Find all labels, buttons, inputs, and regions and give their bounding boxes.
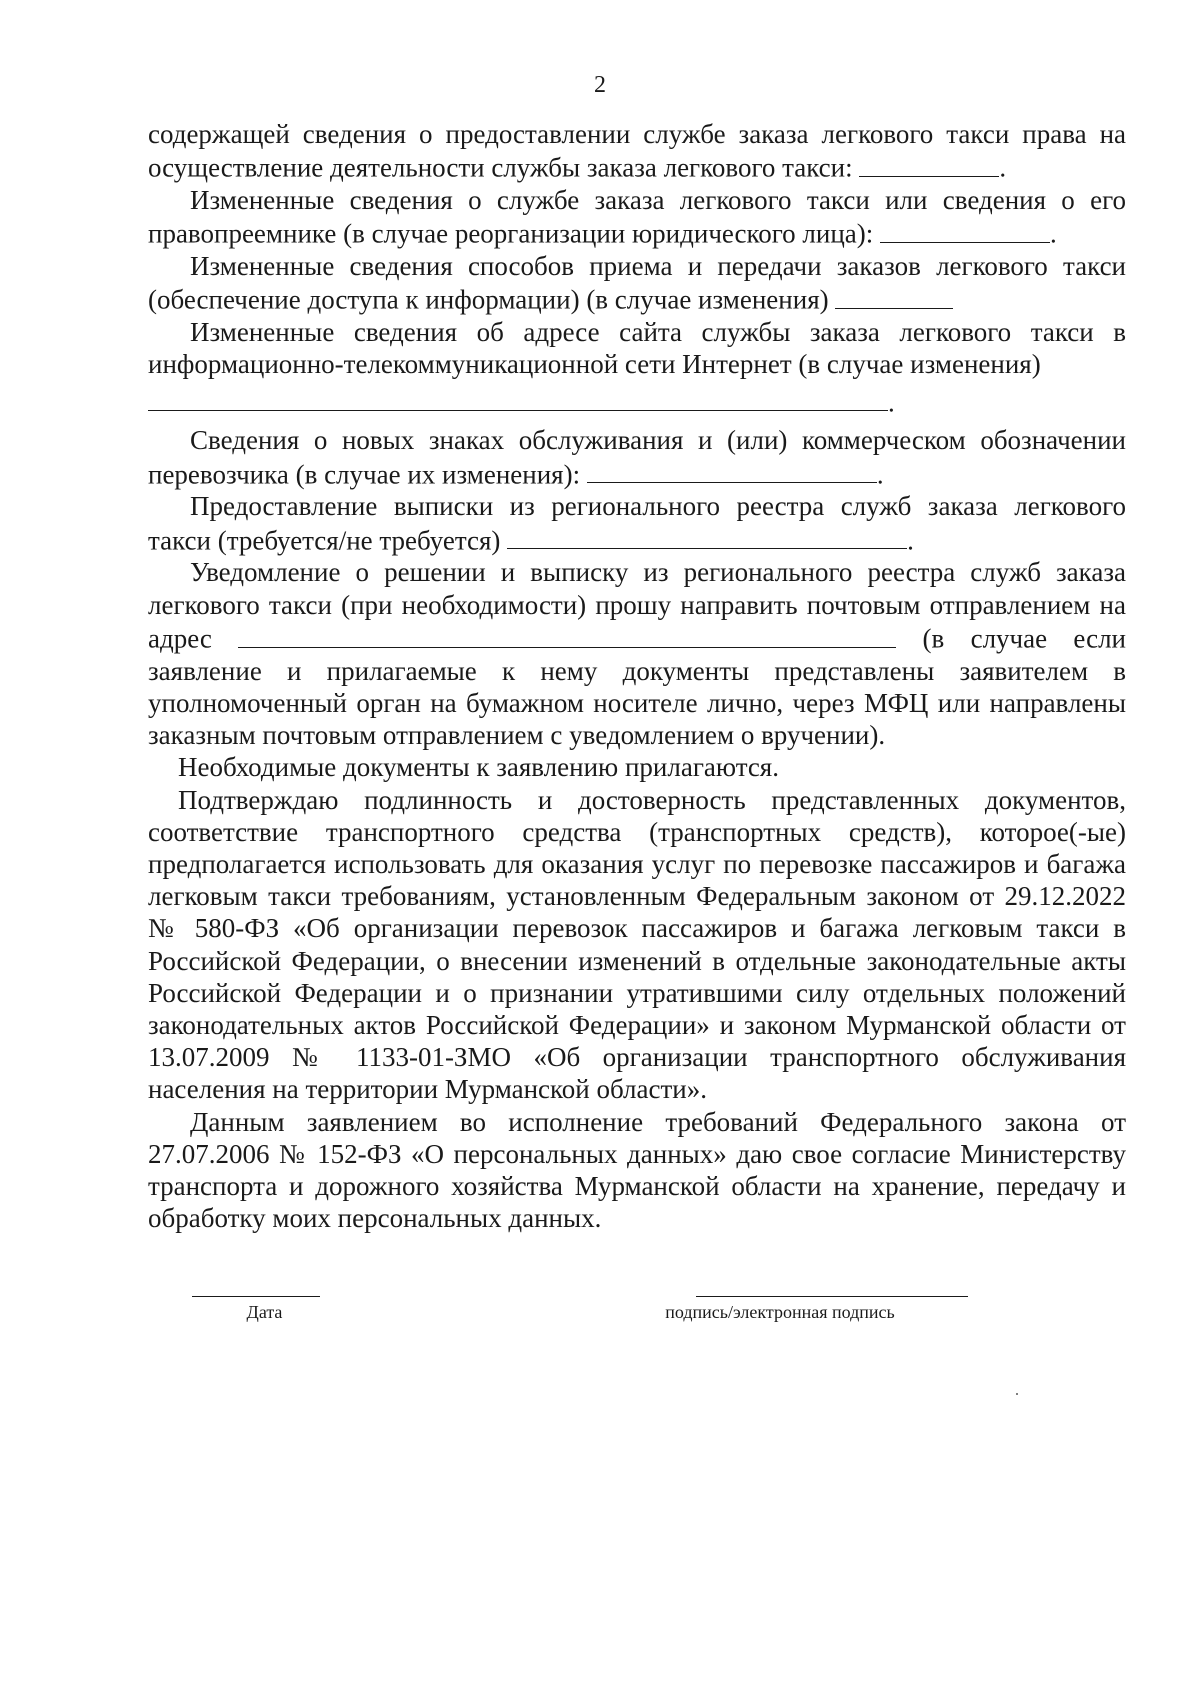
date-label: Дата — [246, 1302, 283, 1322]
signature-line[interactable] — [696, 1296, 968, 1297]
paragraph-text: (в случае если заявление и прилагаемые к нему документы представлены заявителем в уполномоченный орган на бумажном носителе лично, через МФЦ или направлены заказным почтовым отправлением с уведомлением о вручении). — [148, 623, 1126, 751]
paragraph-text: Сведения о новых знаках обслуживания и (или) коммерческом обозначении перевозчика (в случае их изменения): — [148, 425, 1126, 490]
page-number: 2 — [594, 72, 606, 98]
paragraph-text: Подтверждаю подлинность и достоверность представленных документов, соответствие транспортного средства (транспортных средств), которое(-ые) предполагается использовать для оказания услуг по перевозке пассажиров и багажа легковым такси требованиям, установленным Федеральным законом от 29.12.2022 № 580-ФЗ «Об организации перевозок пассажиров и багажа легковым такси в Российской Федерации, о внесении изменений в отдельные законодательные акты Российской Федерации и о признании утратившими силу отдельных положений законодательных актов Российской Федерации» и законом Мурманской области от 13.07.2009 № 1133-01-ЗМО «Об организации транспортного обслуживания населения на территории Мурманской области». — [148, 784, 1126, 1105]
paragraph-website-address — [148, 316, 1126, 380]
paragraph-text: Предоставление выписки из регионального реестра служб заказа легкового такси (требуется/не требуется) — [148, 491, 1126, 556]
paragraph-service-marks — [148, 424, 1126, 490]
paragraph-order-methods — [148, 250, 1126, 316]
website-address-line — [148, 385, 1126, 419]
fill-in-blank[interactable] — [507, 523, 907, 550]
document-body — [148, 118, 1126, 1234]
paragraph-personal-data-consent — [148, 1106, 1126, 1235]
paragraph-text: Данным заявлением во исполнение требований Федерального закона от 27.07.2006 № 152-ФЗ «О персональных данных» даю свое согласие Министерству транспорта и дорожного хозяйства Мурманской области на хранение, передачу и обработку моих персональных данных. — [148, 1106, 1126, 1234]
fill-in-blank[interactable] — [238, 621, 896, 648]
paragraph-notification-address — [148, 556, 1126, 751]
period: . — [999, 152, 1007, 183]
paragraph-text: Измененные сведения о службе заказа легкового такси или сведения о его правопреемнике (в случае реорганизации юридического лица): — [148, 185, 1126, 249]
period: . — [1050, 218, 1057, 249]
fill-in-blank[interactable] — [859, 150, 999, 177]
scan-speck — [1016, 1393, 1018, 1395]
date-line[interactable] — [192, 1296, 320, 1297]
period: . — [876, 459, 884, 490]
paragraph-attached-docs — [148, 751, 1126, 783]
paragraph-confirmation — [148, 784, 1126, 1106]
paragraph-text: Уведомление о решении и выписку из регионального реестра служб заказа легкового такси (при необходимости) прошу направить почтовым отправлением на адрес — [148, 557, 1126, 654]
period: . — [888, 387, 895, 418]
signature-label: подпись/электронная подпись — [665, 1302, 895, 1322]
fill-in-blank[interactable] — [835, 282, 953, 309]
fill-in-blank[interactable] — [587, 457, 877, 484]
signature-block — [0, 1296, 1200, 1336]
period: . — [907, 525, 914, 556]
paragraph-changed-service-info — [148, 184, 1126, 250]
paragraph-text: Необходимые документы к заявлению прилагаются. — [178, 752, 779, 783]
fill-in-blank[interactable] — [880, 216, 1050, 243]
paragraph-text: содержащей сведения о предоставлении службе заказа легкового такси права на осуществление деятельности службы заказа легкового такси: — [148, 119, 1126, 183]
paragraph-registry-extract — [148, 490, 1126, 556]
paragraph-license-info — [148, 118, 1126, 184]
fill-in-blank[interactable] — [148, 385, 888, 412]
paragraph-text: Измененные сведения об адресе сайта службы заказа легкового такси в информационно-телекоммуникационной сети Интернет (в случае изменения) — [148, 317, 1126, 380]
paragraph-text: Измененные сведения способов приема и передачи заказов легкового такси (обеспечение доступа к информации) (в случае изменения) — [148, 251, 1126, 315]
